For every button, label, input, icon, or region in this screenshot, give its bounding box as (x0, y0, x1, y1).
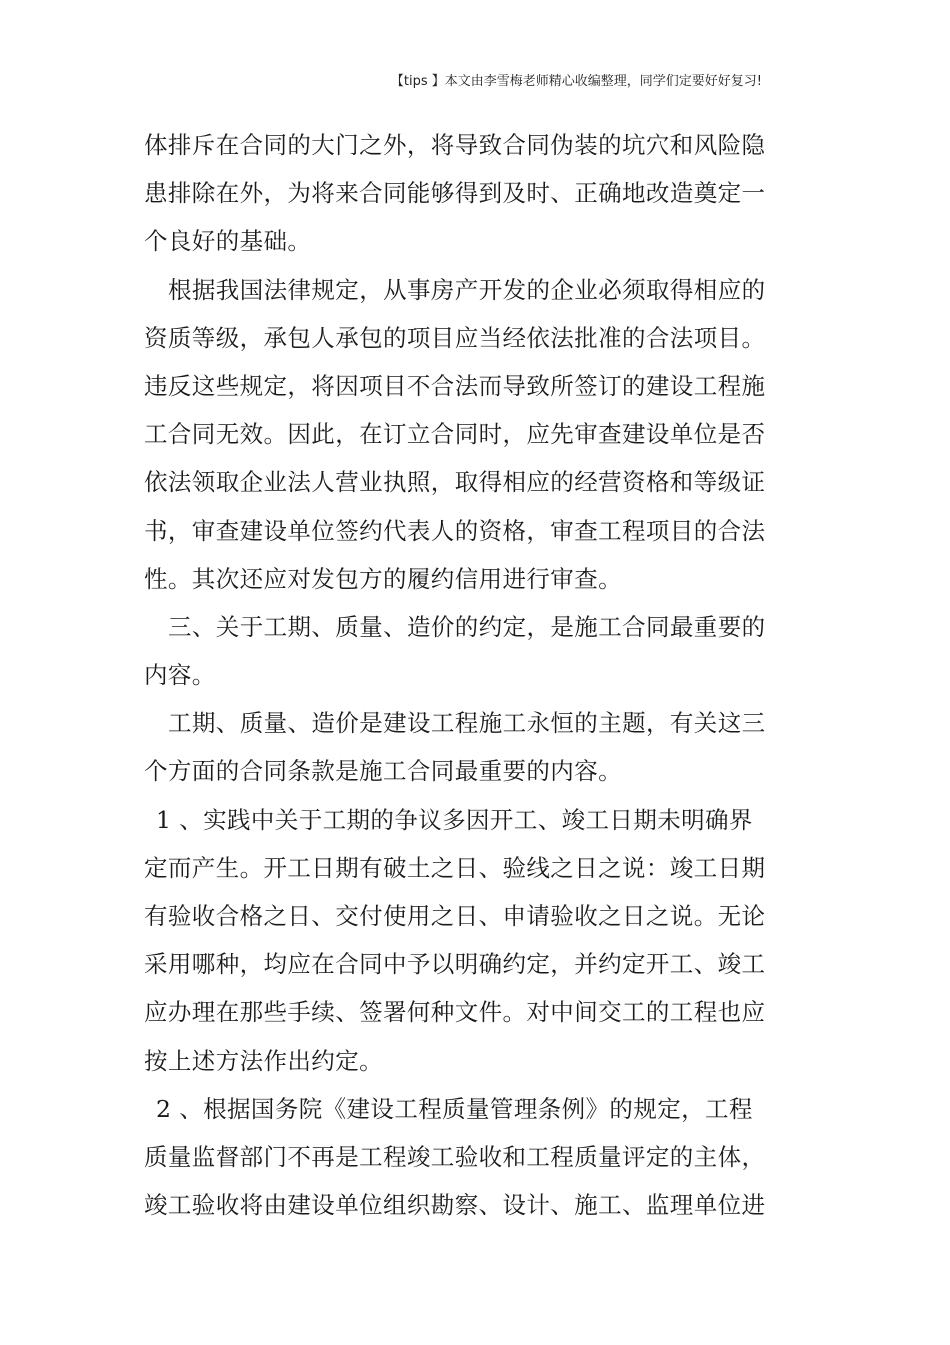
header-tip: 【tips 】本文由李雪梅老师精心收编整理，同学们定要好好复习! (390, 74, 762, 89)
text-line: 定而产生。开工日期有破土之日、验线之日之说：竣工日期 (144, 853, 766, 882)
text-line: 按上述方法作出约定。 (144, 1046, 383, 1075)
text-line: 工合同无效。因此，在订立合同时，应先审查建设单位是否 (144, 420, 766, 449)
text-line: 资质等级，承包人承包的项目应当经依法批准的合法项目。 (144, 323, 766, 352)
text-line: 个良好的基础。 (144, 227, 312, 256)
text-line: 患排除在外，为将来合同能够得到及时、正确地改造奠定一 (144, 179, 766, 208)
text-line: 2 、根据国务院《建设工程质量管理条例》的规定，工程 (156, 1094, 753, 1123)
text-line: 质量监督部门不再是工程竣工验收和工程质量评定的主体， (144, 1142, 766, 1171)
text-line: 竣工验收将由建设单位组织勘察、设计、施工、监理单位进 (144, 1191, 766, 1220)
text-line: 根据我国法律规定，从事房产开发的企业必须取得相应的 (168, 275, 766, 304)
text-line: 书，审查建设单位签约代表人的资格，审查工程项目的合法 (144, 516, 766, 545)
text-line: 应办理在那些手续、签署何种文件。对中间交工的工程也应 (144, 998, 766, 1027)
text-line: 1 、实践中关于工期的争议多因开工、竣工日期未明确界 (156, 805, 753, 834)
text-line: 三、关于工期、质量、造价的约定，是施工合同最重要的 (168, 612, 766, 641)
text-line: 工期、质量、造价是建设工程施工永恒的主题，有关这三 (168, 709, 766, 738)
text-line: 内容。 (144, 661, 216, 690)
text-line: 采用哪种，均应在合同中予以明确约定，并约定开工、竣工 (144, 950, 766, 979)
text-line: 性。其次还应对发包方的履约信用进行审查。 (144, 564, 622, 593)
document-body (144, 121, 766, 1229)
text-line: 有验收合格之日、交付使用之日、申请验收之日之说。无论 (144, 902, 766, 930)
text-line: 依法领取企业法人营业执照，取得相应的经营资格和等级证 (144, 468, 766, 497)
text-line: 违反这些规定，将因项目不合法而导致所签订的建设工程施 (144, 371, 766, 400)
text-line: 体排斥在合同的大门之外，将导致合同伪装的坑穴和风险隐 (144, 131, 766, 159)
text-line: 个方面的合同条款是施工合同最重要的内容。 (144, 757, 622, 786)
